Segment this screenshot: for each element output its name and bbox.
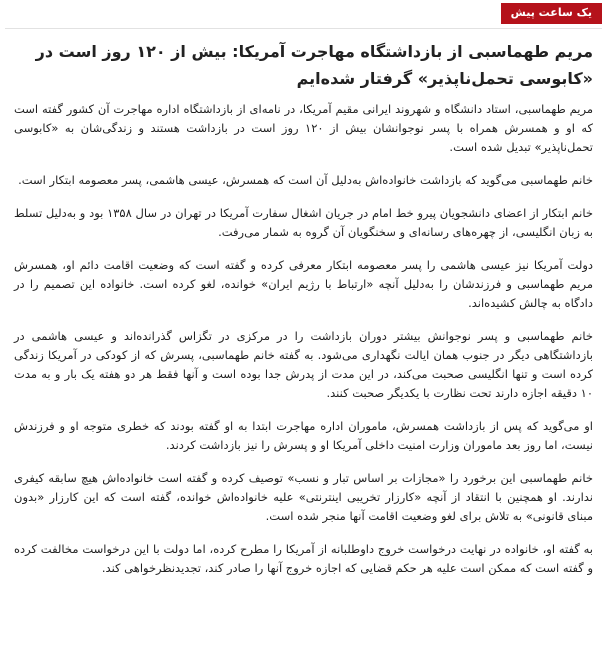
article-paragraph: به گفته او، خانواده در نهایت درخواست خروج داوطلبانه از آمریکا را مطرح کرده، اما دولت با این درخواست مخالفت کرده و گفته است که ممکن است علیه هر حکم قضایی که اجازه خروج آنها را صادر کند، تجدیدنظرخواهی کند. — [14, 542, 593, 575]
article-paragraph: خانم طهماسبی می‌گوید که بازداشت خانواده‌اش به‌دلیل آن است که همسرش، عیسی هاشمی، پسر معصومه ابتکار است. — [18, 173, 593, 187]
header-divider — [5, 28, 602, 29]
time-badge: یک ساعت پیش — [501, 3, 602, 24]
article-title[interactable]: مریم طهماسبی از بازداشتگاه مهاجرت آمریکا: بیش از ۱۲۰ روز است در «کابوسی تحمل‌ناپذیر» گرفتار شده‌ایم — [35, 42, 593, 88]
article-paragraph: خانم ابتکار از اعضای دانشجویان پیرو خط امام در جریان اشغال سفارت آمریکا در تهران در سال ۱۳۵۸ بود و به‌دلیل تسلط به زبان انگلیسی، از چهره‌های رسانه‌ای و سخنگویان آن گروه به شمار می‌رفت. — [14, 206, 593, 239]
article-paragraph: خانم طهماسبی و پسر نوجوانش بیشتر دوران بازداشت را در مرکزی در تگزاس گذرانده‌اند و عیسی هاشمی در بازداشتگاهی دیگر در جنوب همان ایالت نگهداری می‌شود. به گفته خانم طهماسبی، پسرش که از کودکی در آمریکا زندگی کرده است و تنها انگلیسی صحبت می‌کند، در این مدت از پدرش جدا بوده است و آنها فقط هر دو هفته یک بار و به مدت ۱۰ دقیقه اجازه دارند تحت نظارت با یکدیگر صحبت کنند. — [14, 329, 593, 400]
article-paragraph: خانم طهماسبی این برخورد را «مجازات بر اساس تبار و نسب» توصیف کرده و گفته است خانواده‌اش هیچ سابقه کیفری ندارند. او همچنین با انتقاد از آنچه «کارزار تخریبی اینترنتی» علیه خانواده‌اش خوانده، گفته است که این کارزار «بدون مبنای قانونی» به تلاش برای لغو وضعیت اقامت آنها منجر شده است. — [14, 471, 593, 523]
article-paragraph: او می‌گوید که پس از بازداشت همسرش، ماموران اداره مهاجرت ابتدا به او گفته بودند که خطری متوجه او و فرزندش نیست، اما روز بعد ماموران وزارت امنیت داخلی آمریکا او و پسرش را نیز بازداشت کردند. — [14, 419, 593, 452]
article-paragraph: دولت آمریکا نیز عیسی هاشمی را پسر معصومه ابتکار معرفی کرده و گفته است که وضعیت اقامت دائم او، همسرش مریم طهماسبی و فرزندشان را به‌دلیل آنچه «ارتباط با رژیم ایران» خوانده، لغو کرده است. خانواده این تصمیم را در دادگاه به چالش کشیده‌اند. — [14, 258, 593, 310]
news-article — [14, 38, 593, 578]
article-paragraph: مریم طهماسبی، استاد دانشگاه و شهروند ایرانی مقیم آمریکا، در نامه‌ای از بازداشتگاه اداره مهاجرت آن کشور گفته است که او و همسرش همراه با پسر نوجوانشان بیش از ۱۲۰ روز است در بازداشت هستند و زندگی‌شان به «کابوسی تحمل‌ناپذیر» تبدیل شده است. — [14, 102, 593, 154]
